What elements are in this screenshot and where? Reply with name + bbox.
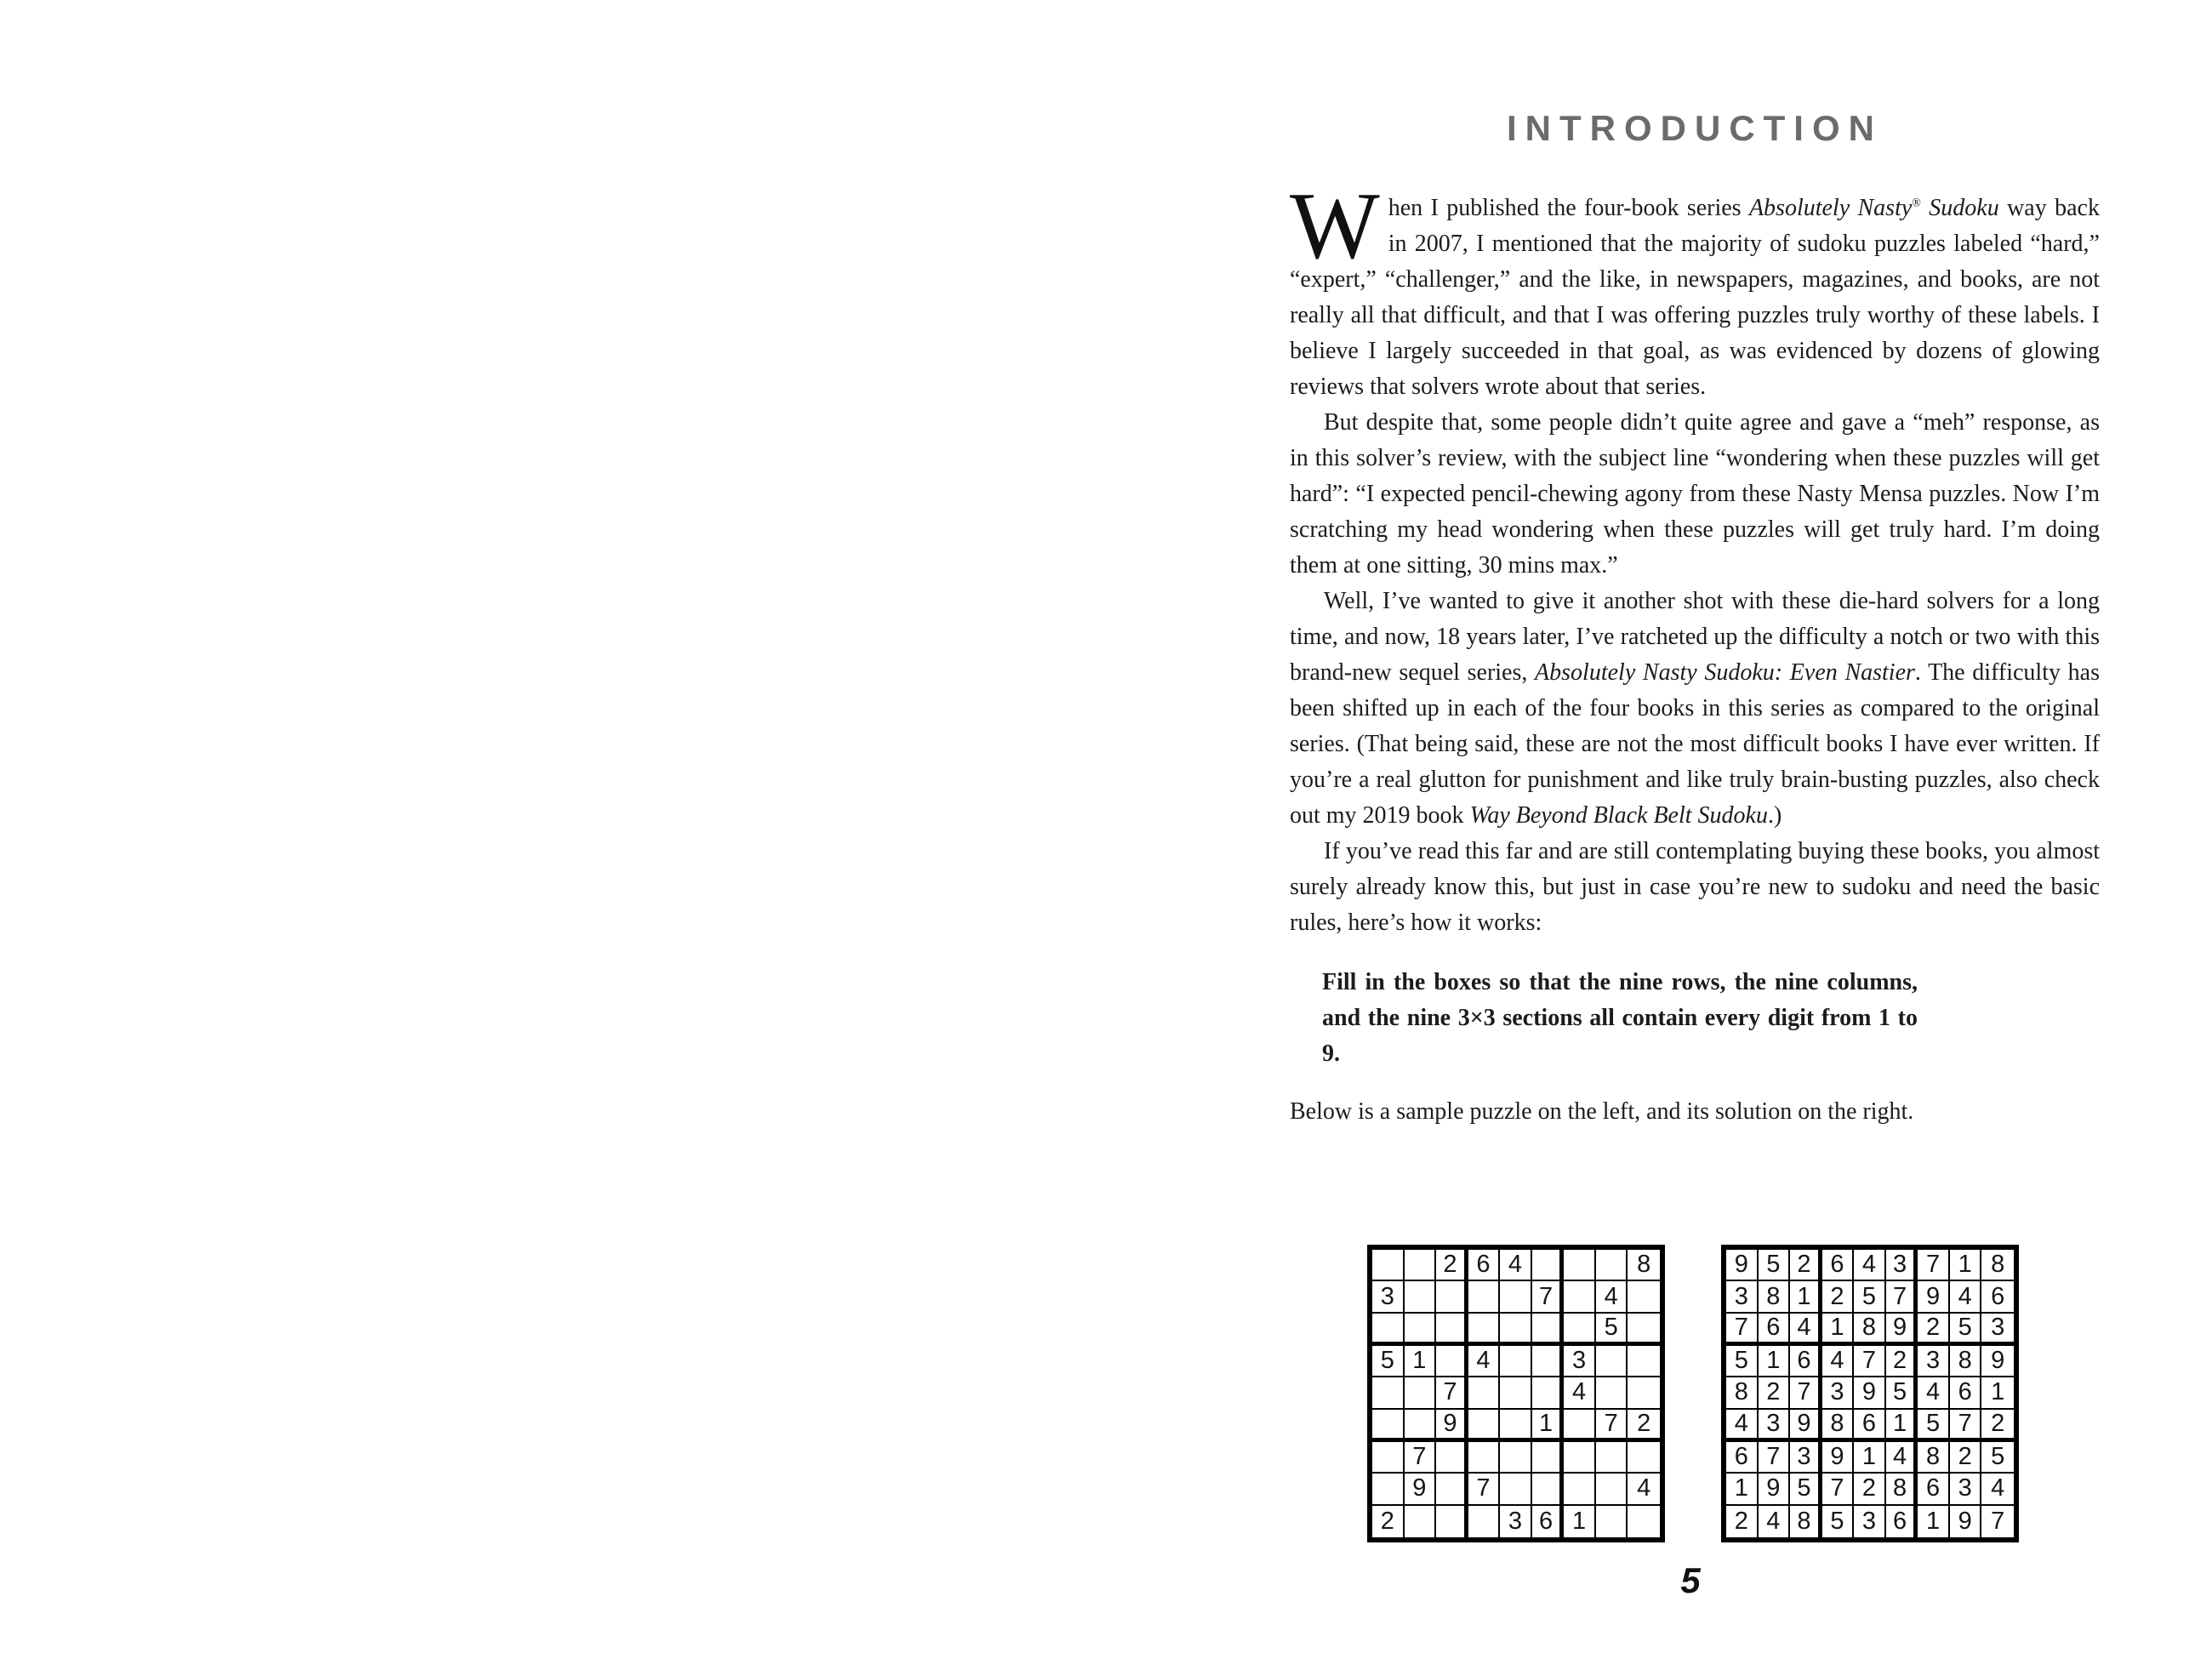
sudoku-cell: [1372, 1314, 1405, 1346]
sudoku-cell: [1532, 1474, 1565, 1505]
sudoku-cell: [1596, 1506, 1628, 1537]
sudoku-cell: 7: [1759, 1442, 1791, 1474]
sudoku-cell: 4: [1854, 1250, 1886, 1281]
sudoku-cell: [1596, 1346, 1628, 1377]
sudoku-cell: 9: [1886, 1314, 1918, 1346]
sudoku-cell: 8: [1822, 1410, 1855, 1442]
sudoku-cell: 6: [1950, 1377, 1982, 1409]
sudoku-cell: 3: [1372, 1281, 1405, 1313]
sudoku-cell: 3: [1500, 1506, 1532, 1537]
sudoku-cell: 1: [1790, 1281, 1822, 1313]
sudoku-cell: 3: [1564, 1346, 1596, 1377]
sudoku-cell: 5: [1596, 1314, 1628, 1346]
sudoku-cell: 9: [1790, 1410, 1822, 1442]
sudoku-cell: [1468, 1506, 1501, 1537]
sudoku-cell: 4: [1918, 1377, 1950, 1409]
sudoku-cell: 2: [1886, 1346, 1918, 1377]
sudoku-cell: 8: [1854, 1314, 1886, 1346]
sudoku-cell: 5: [1854, 1281, 1886, 1313]
sudoku-cell: 4: [1726, 1410, 1759, 1442]
sudoku-cell: [1628, 1442, 1660, 1474]
sudoku-cell: 2: [1981, 1410, 2014, 1442]
sudoku-cell: 4: [1596, 1281, 1628, 1313]
body-text: [1290, 174, 2100, 941]
sudoku-cell: 3: [1918, 1346, 1950, 1377]
sudoku-cell: 1: [1726, 1474, 1759, 1505]
sudoku-cell: 6: [1981, 1281, 2014, 1313]
sudoku-cell: 8: [1981, 1250, 2014, 1281]
sudoku-cell: 5: [1950, 1314, 1982, 1346]
sudoku-cell: [1532, 1250, 1565, 1281]
sudoku-cell: 7: [1405, 1442, 1437, 1474]
sudoku-cell: 3: [1886, 1250, 1918, 1281]
sudoku-cell: [1564, 1250, 1596, 1281]
sudoku-cell: 5: [1726, 1346, 1759, 1377]
sudoku-cell: 8: [1918, 1442, 1950, 1474]
sudoku-cell: [1500, 1442, 1532, 1474]
sudoku-cell: 9: [1405, 1474, 1437, 1505]
sudoku-cell: [1405, 1314, 1437, 1346]
sudoku-cell: 5: [1886, 1377, 1918, 1409]
sudoku-cell: 8: [1628, 1250, 1660, 1281]
sudoku-cell: [1500, 1410, 1532, 1442]
sudoku-cell: [1564, 1410, 1596, 1442]
sudoku-cell: 6: [1918, 1474, 1950, 1505]
sudoku-cell: [1564, 1442, 1596, 1474]
sudoku-cell: 1: [1950, 1250, 1982, 1281]
sudoku-cell: 4: [1981, 1474, 2014, 1505]
sudoku-cell: [1628, 1314, 1660, 1346]
sudoku-cell: 7: [1822, 1474, 1855, 1505]
sudoku-cell: [1500, 1377, 1532, 1409]
sudoku-cell: 8: [1790, 1506, 1822, 1537]
paragraph: [1290, 405, 2100, 584]
sudoku-cell: [1372, 1442, 1405, 1474]
sudoku-cell: [1468, 1410, 1501, 1442]
sudoku-cell: [1405, 1506, 1437, 1537]
drop-cap: W: [1290, 174, 1380, 279]
paragraph: [1290, 174, 2100, 405]
sudoku-cell: 7: [1726, 1314, 1759, 1346]
sudoku-cell: 1: [1532, 1410, 1565, 1442]
sudoku-cell: [1596, 1474, 1628, 1505]
sudoku-cell: [1372, 1474, 1405, 1505]
sudoku-cell: 9: [1726, 1250, 1759, 1281]
sudoku-cell: 1: [1981, 1377, 2014, 1409]
sudoku-cell: 2: [1950, 1442, 1982, 1474]
sudoku-cell: 3: [1726, 1281, 1759, 1313]
text-run: way back in 2007, I mentioned that the majority of sudoku puzzles labeled “hard,” “expert,” “challenger,” and the like, in newspapers, magazines, and books, are not really all that difficult, and that I was offering puzzles truly worthy of these labels. I believe I largely succeeded in that goal, as was evidenced by dozens of glowing reviews that solvers wrote about that series.: [1290, 195, 2100, 400]
sudoku-cell: [1468, 1281, 1501, 1313]
sudoku-cell: 6: [1726, 1442, 1759, 1474]
sudoku-cell: 2: [1372, 1506, 1405, 1537]
sudoku-cell: 9: [1950, 1506, 1982, 1537]
text-run: .): [1767, 802, 1782, 829]
sudoku-cell: 4: [1759, 1506, 1791, 1537]
text-run: ®: [1912, 197, 1921, 210]
sudoku-cell: 3: [1790, 1442, 1822, 1474]
sudoku-cell: 7: [1468, 1474, 1501, 1505]
sudoku-cell: 7: [1436, 1377, 1468, 1409]
sudoku-cell: 1: [1854, 1442, 1886, 1474]
text-run: Sudoku: [1920, 195, 1999, 221]
text-column: [1290, 0, 2100, 1130]
sudoku-cell: [1564, 1474, 1596, 1505]
sudoku-cell: 3: [1759, 1410, 1791, 1442]
sudoku-cell: [1436, 1474, 1468, 1505]
sudoku-solution-grid: [1721, 1245, 2019, 1542]
sudoku-cell: 2: [1628, 1410, 1660, 1442]
sudoku-cell: [1532, 1314, 1565, 1346]
text-run: Absolutely Nasty: [1748, 195, 1913, 221]
sudoku-cell: [1468, 1314, 1501, 1346]
sudoku-cell: 2: [1854, 1474, 1886, 1505]
sudoku-cell: 7: [1991, 1507, 2005, 1535]
sudoku-cell: 7: [1790, 1377, 1822, 1409]
text-run: Well, I’ve wanted to give it another shot with these die-hard solvers for a long time, and now, 18 years later, I’ve ratcheted up the difficulty a notch or two with this brand-new sequel series,: [1290, 588, 2100, 686]
sudoku-cell: [1500, 1314, 1532, 1346]
sudoku-cell: 6: [1886, 1506, 1918, 1537]
sudoku-cell: 1: [1405, 1346, 1437, 1377]
sudoku-cell: 5: [1981, 1442, 2014, 1474]
sudoku-cell: [1436, 1506, 1468, 1537]
sudoku-cell: 4: [1628, 1474, 1660, 1505]
sudoku-cell: 4: [1500, 1250, 1532, 1281]
sudoku-cell: [1372, 1410, 1405, 1442]
sudoku-cell: 1: [1822, 1314, 1855, 1346]
sudoku-cell: 9: [1436, 1410, 1468, 1442]
sudoku-cell: 3: [1981, 1314, 2014, 1346]
sudoku-cell: 1: [1918, 1506, 1950, 1537]
sudoku-cell: 4: [1886, 1442, 1918, 1474]
sudoku-cell: 7: [1854, 1346, 1886, 1377]
sudoku-cell: 1: [1886, 1410, 1918, 1442]
text-run: Way Beyond Black Belt Sudoku: [1469, 802, 1768, 829]
sudoku-cell: [1500, 1474, 1532, 1505]
sudoku-cell: [1372, 1377, 1405, 1409]
sudoku-cell: 7: [1950, 1410, 1982, 1442]
sudoku-cell: [1405, 1377, 1437, 1409]
sudoku-cell: 7: [1596, 1410, 1628, 1442]
sudoku-cell: [1436, 1346, 1468, 1377]
sudoku-cell: 9: [1918, 1281, 1950, 1313]
sudoku-cell: 9: [1981, 1346, 2014, 1377]
paragraph: [1290, 584, 2100, 834]
sudoku-cell: [1628, 1346, 1660, 1377]
sudoku-cell: 9: [1854, 1377, 1886, 1409]
text-run: Absolutely Nasty Sudoku: Even Nastier: [1535, 659, 1915, 686]
sudoku-cell: 9: [1822, 1442, 1855, 1474]
sudoku-cell: 6: [1468, 1250, 1501, 1281]
sudoku-cell: 8: [1886, 1474, 1918, 1505]
sudoku-cell: 4: [1950, 1281, 1982, 1313]
sudoku-cell: 6: [1532, 1506, 1565, 1537]
sudoku-cell: 2: [1918, 1314, 1950, 1346]
sudoku-cell: [1500, 1346, 1532, 1377]
sudoku-cell: [1468, 1377, 1501, 1409]
sudoku-cell: 5: [1759, 1250, 1791, 1281]
sudoku-cell: [1532, 1377, 1565, 1409]
text-run: hen I published the four-book series: [1388, 195, 1749, 221]
sudoku-cell: 2: [1790, 1250, 1822, 1281]
sudoku-cell: [1436, 1442, 1468, 1474]
page-number: 5: [1680, 1560, 1701, 1600]
sudoku-cell: 7: [1532, 1281, 1565, 1313]
sudoku-cell: 5: [1372, 1346, 1405, 1377]
sudoku-cell: 7: [1886, 1281, 1918, 1313]
sudoku-cell: 8: [1726, 1377, 1759, 1409]
sudoku-cell: 6: [1822, 1250, 1855, 1281]
sudoku-cell: [1405, 1410, 1437, 1442]
sudoku-cell: [1405, 1250, 1437, 1281]
sudoku-cell: [1436, 1314, 1468, 1346]
sudoku-cell: [1596, 1377, 1628, 1409]
sudoku-cell: 2: [1436, 1250, 1468, 1281]
sudoku-cell: 1: [1564, 1506, 1596, 1537]
sudoku-cell: 5: [1918, 1410, 1950, 1442]
sudoku-cell: [1628, 1377, 1660, 1409]
sudoku-cell: 7: [1918, 1250, 1950, 1281]
sudoku-cell: 5: [1822, 1506, 1855, 1537]
sudoku-cell: 4: [1564, 1377, 1596, 1409]
text-run: . The difficulty has been shifted up in each of the four books in this series as compared to the original series. (That being said, these are not the most difficult books I have ever written. If you’re a real glutton for punishment and like truly brain-busting puzzles, also check out my 2019 book: [1290, 659, 2100, 829]
sudoku-cell: [1596, 1442, 1628, 1474]
sudoku-cell: 2: [1726, 1506, 1759, 1537]
sample-note: Below is a sample puzzle on the left, and its solution on the right.: [1290, 1098, 1914, 1125]
text-run: But despite that, some people didn’t quite agree and gave a “meh” response, as in this solver’s review, with the subject line “wondering when these puzzles will get hard”: “I expected pencil-chewing agony from these Nasty Mensa puzzles. Now I’m scratching my head wondering when these puzzles will get truly hard. I’m doing them at one sitting, 30 mins max.”: [1290, 409, 2100, 579]
sudoku-cell: 5: [1790, 1474, 1822, 1505]
sudoku-cell: [1596, 1250, 1628, 1281]
sudoku-cell: 8: [1759, 1281, 1791, 1313]
sudoku-cell: 9: [1759, 1474, 1791, 1505]
sudoku-cell: 2: [1759, 1377, 1791, 1409]
sudoku-cell: 6: [1759, 1314, 1791, 1346]
rules-quote: Fill in the boxes so that the nine rows, the nine columns, and the nine 3×3 sections all contain every digit from 1 to 9.: [1322, 969, 1918, 1067]
sudoku-cell: 2: [1822, 1281, 1855, 1313]
sudoku-cell: [1564, 1281, 1596, 1313]
sudoku-cell: 4: [1790, 1314, 1822, 1346]
sudoku-cell: [1532, 1346, 1565, 1377]
page-title: INTRODUCTION: [1507, 108, 1883, 148]
sudoku-cell: [1500, 1281, 1532, 1313]
sudoku-cell: 4: [1822, 1346, 1855, 1377]
sudoku-cell: 3: [1854, 1506, 1886, 1537]
sudoku-cell: 6: [1854, 1410, 1886, 1442]
sudoku-cell: [1628, 1506, 1660, 1537]
text-run: If you’ve read this far and are still contemplating buying these books, you almost surely already know this, but just in case you’re new to sudoku and need the basic rules, here’s how it works:: [1290, 838, 2100, 936]
paragraph: [1290, 834, 2100, 941]
sudoku-cell: [1628, 1281, 1660, 1313]
sudoku-cell: 8: [1950, 1346, 1982, 1377]
sudoku-cell: 3: [1822, 1377, 1855, 1409]
sudoku-cell: [1372, 1250, 1405, 1281]
sudoku-cell: [1436, 1281, 1468, 1313]
sudoku-cell: [1532, 1442, 1565, 1474]
sudoku-cell: 4: [1468, 1346, 1501, 1377]
sudoku-cell: [1468, 1442, 1501, 1474]
sudoku-cell: 1: [1759, 1346, 1791, 1377]
sudoku-cell: [1564, 1314, 1596, 1346]
sudoku-cell: 3: [1950, 1474, 1982, 1505]
sudoku-cell: [1405, 1281, 1437, 1313]
sudoku-puzzle-grid: [1367, 1245, 1665, 1542]
sudoku-cell: 6: [1790, 1346, 1822, 1377]
